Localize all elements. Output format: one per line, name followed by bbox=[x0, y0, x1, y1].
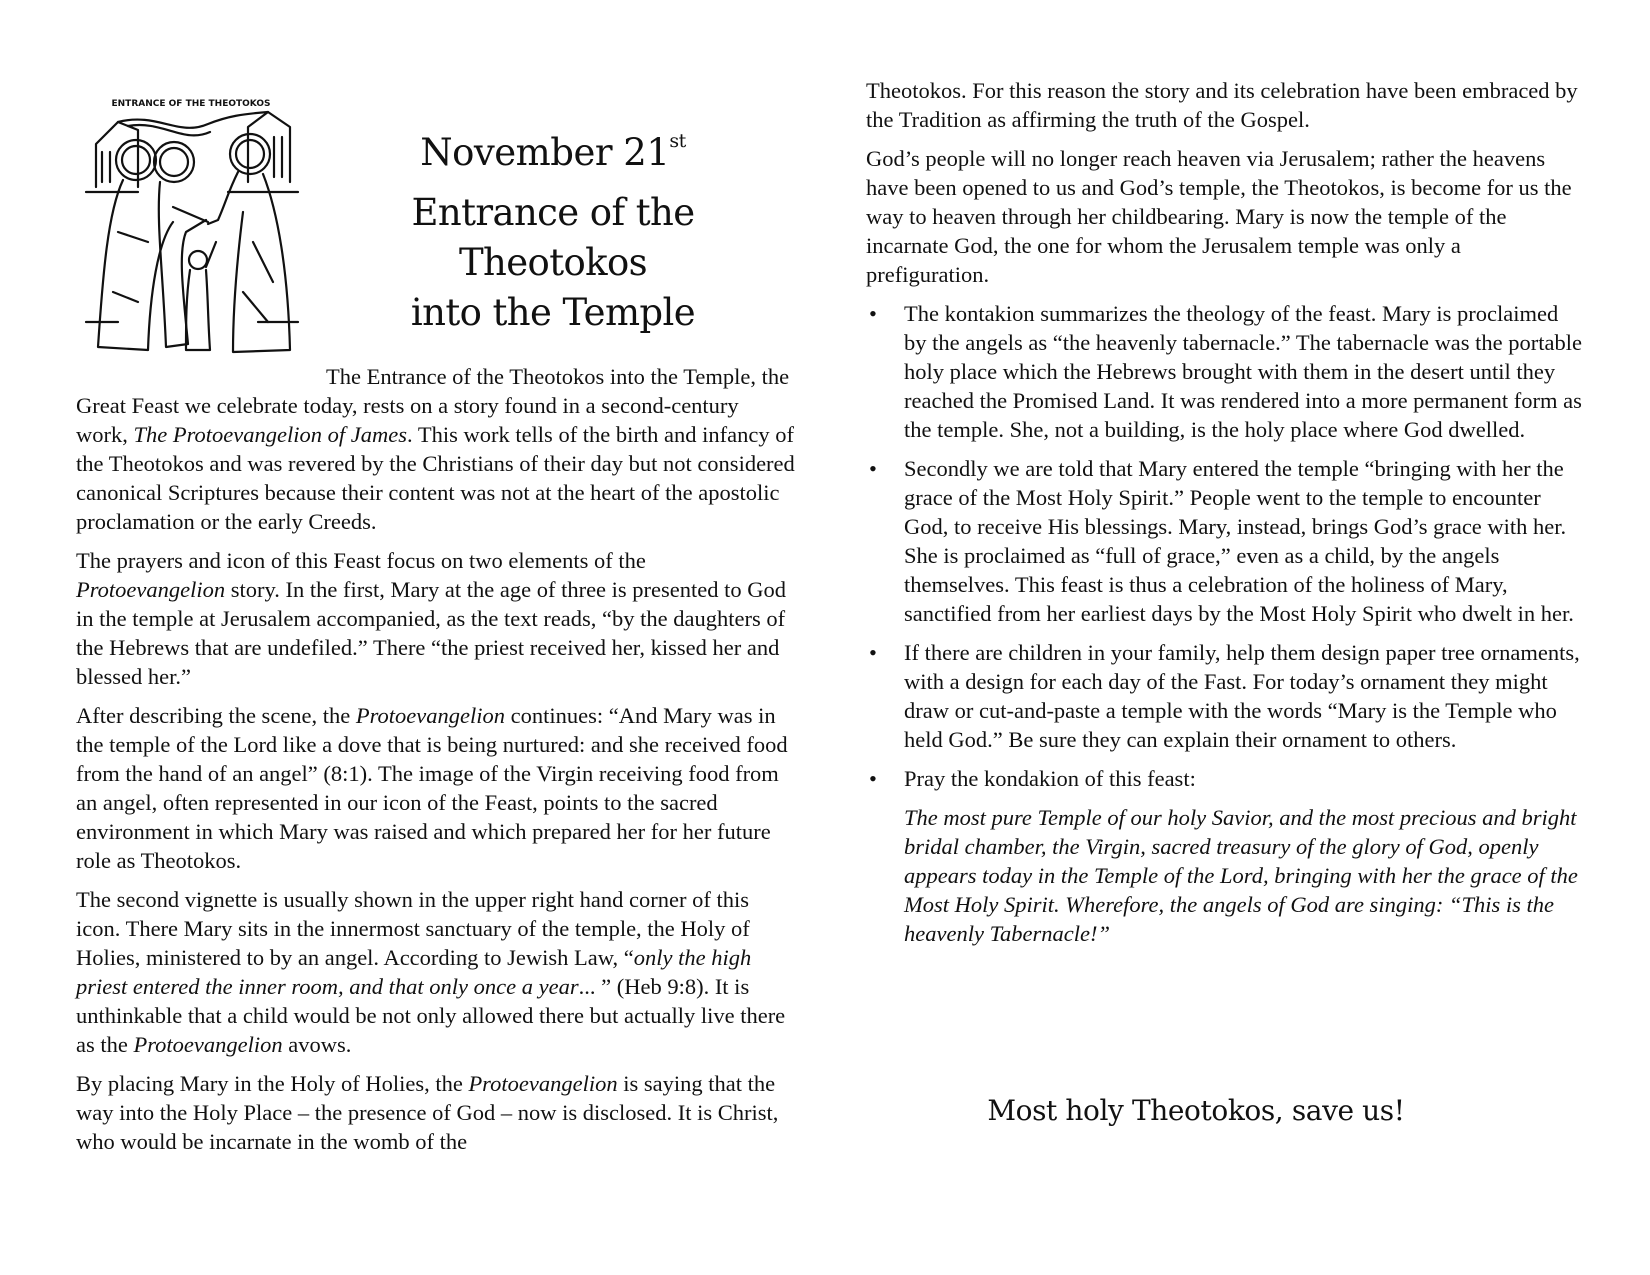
bullet-item bbox=[866, 638, 1586, 754]
bullet-item bbox=[866, 764, 1586, 793]
paragraph-heaven: God’s people will no longer reach heaven via Jerusalem; rather the heavens have been opened to us and God’s temple, the Theotokos, is become for us the way to heaven through her childbearing. Mary is now the temple of the incarnate God, the one for whom the Jerusalem temple was only a prefiguration. bbox=[866, 146, 1572, 287]
right-column bbox=[866, 76, 1586, 958]
feast-date-main: November 21 bbox=[420, 131, 670, 174]
feast-title-line2: into the Temple bbox=[410, 291, 696, 334]
closing-prayer: Most holy Theotokos, save us! bbox=[987, 1094, 1405, 1127]
text-run: story. In the first, Mary at the age of three is presented to God in the temple at Jerusalem accompanied, as the text reads, “by the daughters of the Hebrews that are undefiled.” There “the priest received her, kissed her and blessed her.” bbox=[76, 577, 787, 689]
paragraph-holy-of-holies bbox=[76, 1069, 796, 1156]
feast-date-suffix: st bbox=[669, 130, 686, 152]
bullet-list bbox=[866, 299, 1586, 793]
paragraph-second-vignette bbox=[76, 885, 796, 1059]
text-run: The second vignette is usually shown in the upper right hand corner of this icon. There Mary sits in the innermost sanctuary of the temple, the Holy of Holies, ministered to by an angel. According to Jewish Law, “ bbox=[76, 887, 750, 970]
icon-caption: ENTRANCE OF THE THEOTOKOS bbox=[111, 99, 271, 109]
book-title: Protoevangelion bbox=[468, 1071, 618, 1096]
bullet-text: If there are children in your family, help them design paper tree ornaments, with a design for each day of the Fast. For today’s ornament they might draw or cut-and-paste a temple with the words “Mary is the Temple who held God.” Be sure they can explain their ornament to others. bbox=[904, 640, 1580, 752]
paragraph-continued: Theotokos. For this reason the story and its celebration have been embraced by the Tradition as affirming the truth of the Gospel. bbox=[866, 78, 1578, 132]
book-title: Protoevangelion bbox=[76, 577, 226, 602]
paragraph-intro bbox=[76, 362, 796, 536]
bullet-item bbox=[866, 454, 1586, 628]
book-title: Protoevangelion bbox=[133, 1032, 283, 1057]
book-title: Protoevangelion bbox=[355, 703, 506, 728]
scripture-quote: only the high priest entered the inner room, and that only once a year bbox=[76, 945, 752, 999]
text-run: By placing Mary in the Holy of Holies, the bbox=[76, 1071, 469, 1096]
bullet-icon: • bbox=[869, 301, 877, 326]
bullet-item bbox=[866, 299, 1586, 444]
text-run: . This work tells of the birth and infancy of the Theotokos and was revered by the Christians of their day but not considered canonical Scriptures because their content was not at the heart of the apostolic proclamation or the early Creeds. bbox=[76, 422, 795, 534]
feast-title-line1: Entrance of the Theotokos bbox=[411, 191, 695, 284]
bullet-icon: • bbox=[869, 640, 877, 665]
bullet-text: Pray the kondakion of this feast: bbox=[904, 766, 1196, 791]
bullet-text: Secondly we are told that Mary entered the temple “bringing with her the grace of the Most Holy Spirit.” People went to the temple to encounter God, to receive His blessings. Mary, instead, brings God’s grace with her. She is proclaimed as “full of grace,” even as a child, by the angels themselves. This feast is thus a celebration of the holiness of Mary, sanctified from her earliest days by the Most Holy Spirit who dwelt in her. bbox=[904, 456, 1574, 626]
kontakion-text: The most pure Temple of our holy Savior, and the most precious and bright bridal chamber, the Virgin, sacred treasury of the glory of God, openly appears today in the Temple of the Lord, bringing with her the grace of the Most Holy Spirit. Wherefore, the angels of God are singing: “This is the heavenly Tabernacle!” bbox=[904, 805, 1578, 946]
bullet-icon: • bbox=[869, 456, 877, 481]
text-run: continues: “And Mary was in the temple of the Lord like a dove that is being nurtured: and she received food from the hand of an angel” (8:1). The image of the Virgin receiving food from an angel, often represented in our icon of the Feast, points to the sacred environment in which Mary was raised and which prepared her for her future role as Theotokos. bbox=[76, 703, 788, 873]
paragraph-scene bbox=[76, 701, 796, 875]
text-run: is saying that the way into the Holy Place – the presence of God – now is disclosed. It is Christ, who would be incarnate in the womb of the bbox=[76, 1071, 779, 1154]
text-run: After describing the scene, the bbox=[76, 703, 356, 728]
book-title: The Protoevangelion of James bbox=[133, 422, 407, 447]
left-column bbox=[76, 92, 796, 1166]
paragraph-two-elements bbox=[76, 546, 796, 691]
text-run: ... ” (Heb 9:8). It is unthinkable that a child would be not only allowed there but actually live there as the bbox=[76, 974, 786, 1057]
text-run: The prayers and icon of this Feast focus on two elements of the bbox=[76, 548, 646, 573]
bullet-icon: • bbox=[869, 766, 877, 791]
text-run: The Entrance of the Theotokos into the Temple, the Great Feast we celebrate today, rests on a story found in a second-century work, bbox=[76, 364, 790, 447]
bullet-text: The kontakion summarizes the theology of the feast. Mary is proclaimed by the angels as “the heavenly tabernacle.” The tabernacle was the portable holy place which the Hebrews brought with them in the desert until they reached the Promised Land. It was rendered into a more permanent form as the temple. She, not a building, is the holy place where God dwelled. bbox=[904, 301, 1583, 442]
text-run: avows. bbox=[282, 1032, 352, 1057]
